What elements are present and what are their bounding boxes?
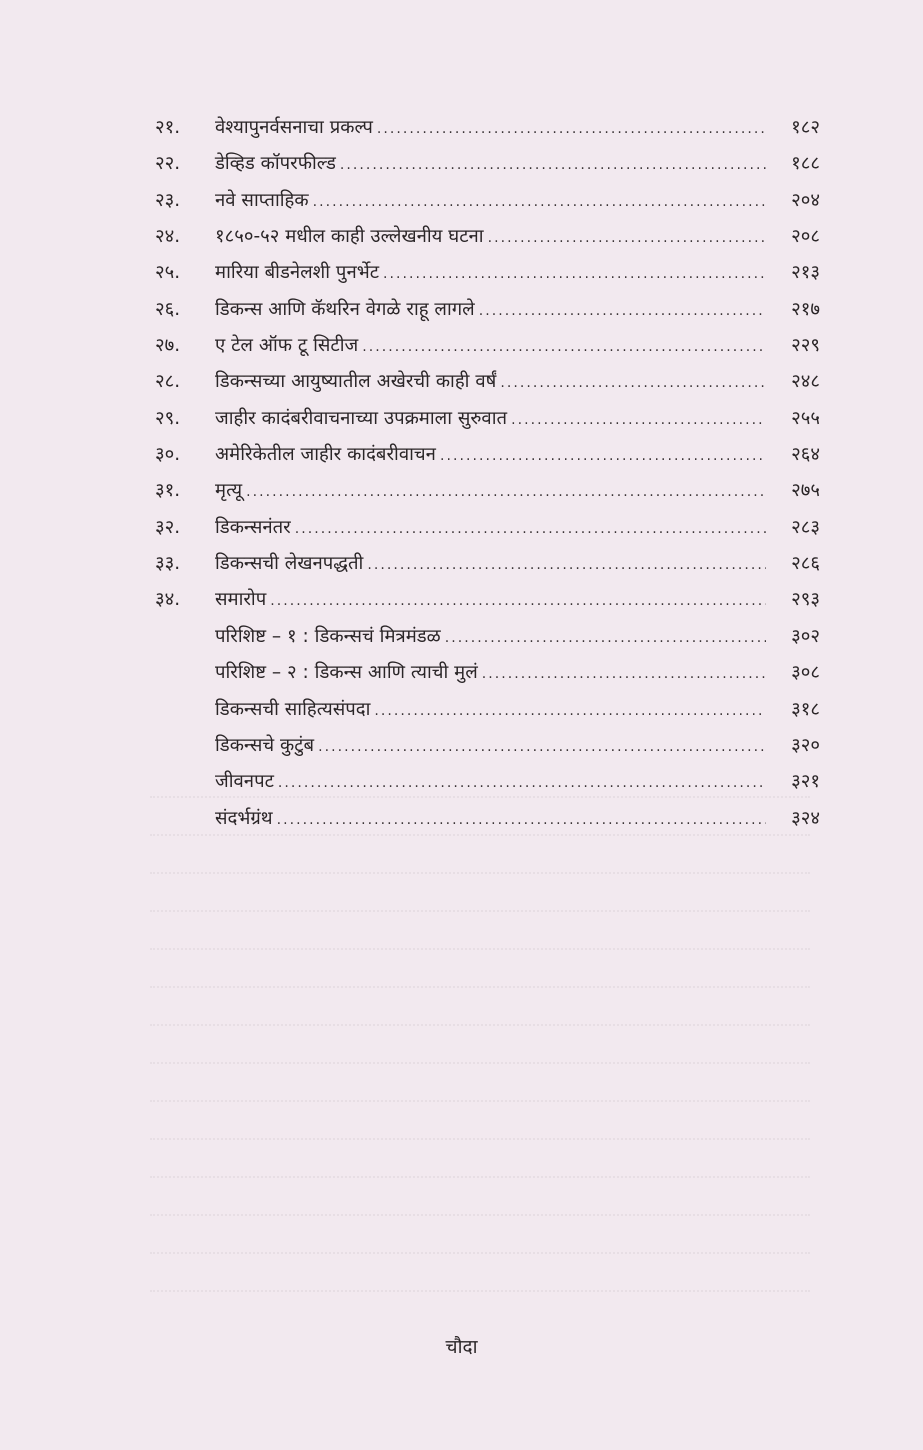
toc-entry-number: २२. [155,153,181,175]
toc-entry-appendix [155,692,820,728]
dot-leader [278,765,766,801]
dot-leader [246,474,766,510]
toc-entry-title: जाहीर कादंबरीवाचनाच्या उपक्रमाला सुरुवात [215,407,508,429]
toc-entry-title: संदर्भग्रंथ [215,807,273,829]
toc-entry-title: डिकन्सची लेखनपद्धती [215,553,364,575]
toc-entry-title: डिकन्सनंतर [215,516,291,538]
toc-entry-page: २८६ [791,553,820,575]
toc-entry-page: २९३ [791,589,820,611]
toc-entry-number: २५. [155,262,181,284]
toc-entry-title: जीवनपट [215,771,274,793]
toc-entry-number: २४. [155,226,181,248]
toc-entry-page: २५५ [791,407,820,429]
toc-entry-page: ३०८ [791,662,820,684]
toc-entry-appendix [155,619,820,655]
toc-entry [155,437,820,473]
toc-entry-page: २६४ [791,444,820,466]
dot-leader [270,583,766,619]
toc-entry [155,110,820,146]
table-of-contents [155,110,820,837]
dot-leader [511,402,766,438]
toc-entry [155,582,820,618]
toc-entry-page: २०४ [791,189,820,211]
dot-leader [277,802,766,838]
toc-entry [155,401,820,437]
toc-entry-title: अमेरिकेतील जाहीर कादंबरीवाचन [215,444,436,466]
toc-entry [155,183,820,219]
dot-leader [295,511,766,547]
dot-leader [440,438,766,474]
toc-entry [155,364,820,400]
dot-leader [479,293,766,329]
toc-entry-title: डिकन्सचे कुटुंब [215,734,315,756]
toc-entry-appendix [155,764,820,800]
page-number-footer: चौदा [445,1336,478,1358]
dot-leader [482,656,766,692]
toc-entry [155,546,820,582]
toc-entry-page: २१७ [791,298,820,320]
toc-entry-page: २७५ [791,480,820,502]
toc-entry-page: २२९ [791,335,820,357]
dot-leader [313,184,766,220]
toc-entry-page: ३२१ [791,771,820,793]
toc-entry-page: ३१८ [791,698,820,720]
toc-entry [155,473,820,509]
toc-entry-appendix [155,801,820,837]
toc-entry [155,510,820,546]
dot-leader [500,365,766,401]
dot-leader [362,329,766,365]
toc-entry [155,255,820,291]
toc-entry-title: डिकन्सची साहित्यसंपदा [215,698,371,720]
show-through-texture [150,760,830,1300]
toc-entry-title: मृत्यू [215,480,243,502]
toc-entry-title: परिशिष्ट – २ : डिकन्स आणि त्याची मुलं [215,662,478,684]
toc-entry-number: २९. [155,407,181,429]
dot-leader [374,693,766,729]
toc-entry-number: ३१. [155,480,181,502]
toc-entry-title: समारोप [215,589,267,611]
toc-entry-title: १८५०-५२ मधील काही उल्लेखनीय घटना [215,226,484,248]
toc-entry [155,328,820,364]
toc-entry [155,219,820,255]
toc-entry-number: २८. [155,371,181,393]
dot-leader [383,256,766,292]
toc-entry-title: ए टेल ऑफ टू सिटीज [215,335,359,357]
toc-entry [155,292,820,328]
toc-entry-appendix [155,728,820,764]
toc-entry-title: वेश्यापुनर्वसनाचा प्रकल्प [215,117,373,138]
toc-entry-title: डिकन्स आणि कॅथरिन वेगळे राहू लागले [215,298,475,320]
dot-leader [318,729,766,765]
toc-entry-title: मारिया बीडनेलशी पुनर्भेट [215,262,380,284]
toc-entry-title: डिकन्सच्या आयुष्यातील अखेरची काही वर्षं [215,371,497,393]
dot-leader [488,220,766,256]
toc-entry-page: ३२० [791,734,820,756]
toc-entry-number: २७. [155,335,181,357]
toc-entry-title: डेव्हिड कॉपरफील्ड [215,153,336,175]
toc-entry-number: ३३. [155,553,181,575]
toc-entry-number: ३४. [155,589,181,611]
toc-entry-number: २६. [155,298,181,320]
toc-entry-title: परिशिष्ट – १ : डिकन्सचं मित्रमंडळ [215,625,441,647]
toc-entry-page: २४८ [791,371,820,393]
toc-entry-page: १८२ [791,117,820,138]
dot-leader [377,111,766,147]
toc-entry-number: ३२. [155,516,181,538]
dot-leader [445,620,766,656]
toc-entry-title: नवे साप्ताहिक [215,189,309,211]
toc-entry-number: २३. [155,189,181,211]
toc-entry-page: २८३ [791,516,820,538]
toc-entry-page: १८८ [791,153,820,175]
toc-entry-page: २१३ [791,262,820,284]
toc-entry-page: ३२४ [791,807,820,829]
toc-entry-appendix [155,655,820,691]
toc-entry-number: ३०. [155,444,181,466]
toc-entry [155,146,820,182]
toc-entry-page: २०८ [791,226,820,248]
dot-leader [367,547,766,583]
toc-entry-page: ३०२ [791,625,820,647]
dot-leader [340,147,766,183]
toc-entry-number: २१. [155,117,181,138]
